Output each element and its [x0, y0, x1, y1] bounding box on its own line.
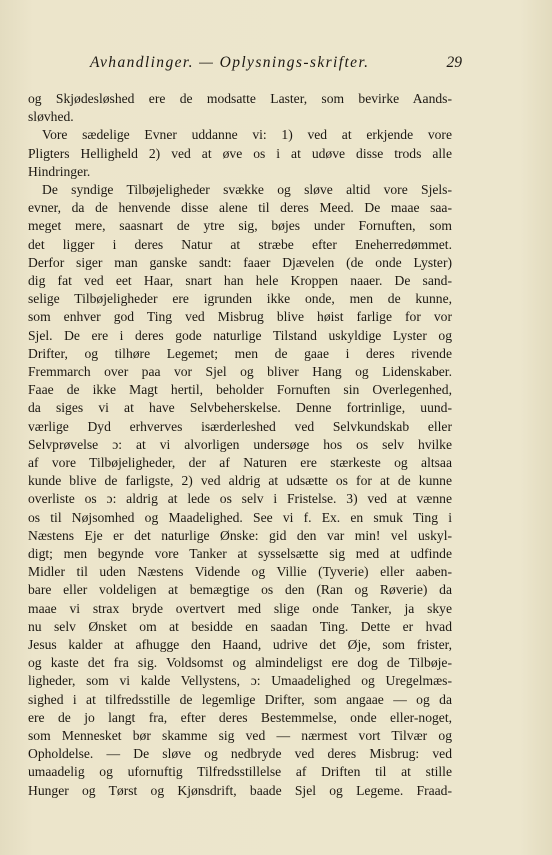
text-line: det ligger i deres Natur at stræbe efter Eneherredømmet.	[28, 236, 452, 252]
text-line: og Skjødesløshed ere de modsatte Laster, som bevirke Aands-	[28, 91, 452, 106]
text-line: maae vi strax bryde overtvert med slige onde Tanker, ja skye	[28, 600, 452, 616]
running-head: Avhandlinger. — Oplysnings-skrifter.	[90, 54, 370, 71]
text-line: Drifter, og tilhøre Legemet; men de gaae i deres rivende	[28, 345, 452, 361]
text-line: evner, da de henvende disse alene til deres Meed. De maae saa-	[28, 200, 452, 216]
text-line: sighed i at tilfredsstille de legemlige Drifter, som angaae — og da	[28, 691, 452, 707]
text-line: os til Nøjsomhed og Maadelighed. See vi f. Ex. en smuk Ting i	[28, 509, 452, 525]
text-line: Pligters Helligheld 2) ved at øve os i at udøve disse trods alle	[28, 145, 452, 161]
text-line: Opholdelse. — De sløve og nedbryde ved deres Misbrug: ved	[28, 746, 452, 762]
text-line: overliste os ɔ: aldrig at lede os selv i Fristelse. 3) ved at vænne	[28, 491, 452, 507]
page-number: 29	[446, 54, 462, 71]
text-line: som Mennesket bør skamme sig ved — nærmest vort Tilvær og	[28, 728, 452, 743]
text-line: Jesus kalder at afhugge den Haand, udrive det Øje, som frister,	[28, 637, 452, 652]
text-line: Fremmarch over paa vor Sjel og bliver Hang og Lidenskaber.	[28, 364, 452, 379]
text-line: og kaste det fra sig. Voldsomst og almindeligst ere dog de Tilbøje-	[28, 655, 452, 671]
text-line: som enhver god Ting ved Misbrug blive høist farlige for vor	[28, 309, 452, 325]
text-line: bare eller voldeligen at bemægtige os den (Ran og Røverie) da	[28, 582, 452, 598]
text-line: selige Tilbøjeligheder ere igrunden ikke onde, men de kunne,	[28, 291, 452, 307]
text-line: ligheder, som vi kalde Vellystens, ɔ: Umaadelighed og Uregelmæs-	[28, 673, 452, 689]
text-line: dig fat ved eet Haar, snart han hele Kroppen naaer. De sand-	[28, 273, 452, 288]
text-line: af vore Tilbøjeligheder, der af Naturen ere stærkeste og altsaa	[28, 455, 452, 470]
text-line: sløvhed.	[28, 109, 74, 125]
text-line: meget mere, saasnart de ytre sig, bøjes under Fornuften, som	[28, 218, 452, 234]
body-text	[28, 90, 452, 840]
text-line: De syndige Tilbøjeligheder svække og sløve altid vore Sjels-	[42, 182, 452, 197]
text-line: ere de jo langt fra, efter deres Bestemmelse, onde eller-noget,	[28, 709, 452, 725]
text-line: Faae de ikke Magt hertil, beholder Fornuften sin Overlegenhed,	[28, 382, 452, 398]
text-line: da siges vi at have Selvbeherskelse. Denne fortrinlige, uund-	[28, 400, 452, 416]
text-line: Hunger og Tørst og Kjønsdrift, baade Sjel og Legeme. Fraad-	[28, 782, 452, 798]
text-line: Vore sædelige Evner uddanne vi: 1) ved at erkjende vore	[42, 127, 452, 143]
text-line: umaadelig og ufornuftig Tilfredsstillelse af Driften til at stille	[28, 764, 452, 780]
text-line: Midler til uden Næstens Vidende og Villie (Tyverie) eller aaben-	[28, 564, 452, 580]
page-header	[90, 54, 462, 78]
text-line: kunde blive de farligste, 2) ved aldrig at udsætte os for at de kunne	[28, 473, 452, 489]
text-line: nu selv Ønsket om at besidde en saadan Ting. Dette er hvad	[28, 618, 452, 634]
text-line: Derfor siger man ganske sandt: faaer Djævelen (de onde Lyster)	[28, 254, 452, 270]
text-line: Selvprøvelse ɔ: at vi alvorligen undersøge hos os selv hvilke	[28, 436, 452, 452]
text-line: værlige Dyd erhverves især​derleshed ved Selvkundskab eller	[28, 418, 452, 434]
text-line: Næstens Eje er det naturlige Ønske: gid den var min! vel uskyl-	[28, 527, 452, 543]
text-line: Hindringer.	[28, 163, 91, 179]
text-line: digt; men begynde vore Tanker at sysselsætte sig med at udfinde	[28, 546, 452, 561]
text-line: Sjel. De ere i deres gode naturlige Tilstand uskyldige Lyster og	[28, 327, 452, 343]
